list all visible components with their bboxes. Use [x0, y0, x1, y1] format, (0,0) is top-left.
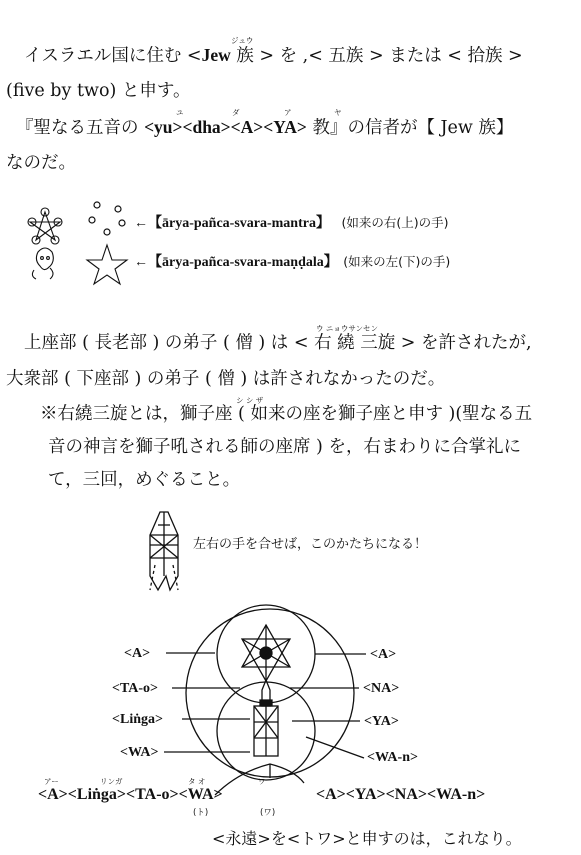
mandala-right-label-1: <A> [370, 647, 397, 662]
seq1-a: <A> [38, 786, 68, 803]
mantra-line2 [134, 251, 450, 271]
ruby-dha: ダ [232, 108, 240, 117]
mantra-line1 [134, 212, 449, 232]
para3-note3: て，三回，めぐること。 [48, 470, 241, 490]
para2-line1-b: 教』の信者が【 Jew 族】 [306, 118, 514, 138]
para1-line2: (five by two) と申す。 [6, 81, 191, 101]
ruby-wa: ワ [258, 777, 266, 786]
ruby-yu: ユ [176, 108, 184, 117]
para3-note2: 音の神言を獅子吼される師の座席 ) を，右まわりに合掌礼に [48, 437, 521, 457]
mandala-right-label-4: <WA-n> [367, 750, 418, 765]
para2-yu: <yu> [144, 117, 183, 137]
ruby-right-turn: ウ ニョウサンセン [316, 324, 379, 333]
mantra-label-2: ←【ārya-pañca-svara-maṇḍala】 [134, 255, 338, 270]
pentagram-figure-icon [28, 208, 62, 279]
ruby-a-long: アー [44, 777, 59, 786]
bottom-last-line: <永遠>を<トワ>と申すのは，これなり。 [212, 829, 522, 848]
seq1-tao: <TA-o> [126, 786, 179, 803]
mandala-right-label-2: <NA> [363, 681, 400, 696]
para1-line1-b: 族 > を ,< 五族 > または < 拾族 > [230, 46, 523, 66]
mandala-left-label-4: <WA> [120, 745, 159, 760]
mantra-note-1: (如来の右(上)の手) [341, 215, 449, 230]
ruby-shishiza: シ シ ザ [236, 396, 264, 405]
para2-ya: <YA> [263, 117, 307, 137]
bottom-sequence-2: <A><YA><NA><WA-n> [316, 786, 486, 803]
mandala-left-label-2: <TA-o> [112, 681, 159, 696]
mandala-left-label-3: <Liṅga> [112, 712, 163, 727]
bottom-sequence-1 [38, 787, 223, 803]
ruby-tao: タ オ [188, 777, 206, 786]
para3-note1: ※右繞三旋とは，獅子座 ( 如来の座を獅子座と申す )(聖なる五 [40, 404, 533, 424]
para1-jew: Jew [201, 45, 231, 65]
para2-line2: なのだ。 [6, 153, 76, 173]
mandala-diagram [164, 605, 366, 795]
para2-a: <A> [230, 117, 264, 137]
ruby-linga: リンガ [100, 777, 123, 786]
seq1-wa: <WA> [178, 786, 223, 803]
mantra-label-1: ←【ārya-pañca-svara-mantra】 [134, 216, 330, 231]
hands-caption: 左右の手を合せば，このかたちになる！ [193, 537, 428, 552]
small-star-icon [87, 245, 127, 284]
sub-to: (ト) [193, 808, 209, 818]
five-circles-icon [89, 202, 125, 235]
para3-line1: 上座部 ( 長老部 ) の弟子 ( 僧 ) は < 右 繞 三旋 > を許されたが, [24, 333, 532, 353]
para3-line2: 大衆部 ( 下座部 ) の弟子 ( 僧 ) は許されなかったのだ。 [6, 369, 446, 389]
ruby-ya: ヤ [334, 108, 342, 117]
ruby-jew: ジュウ [231, 36, 254, 45]
para1-line1-a: イスラエル国に住む < [24, 46, 202, 66]
para2-dha: <dha> [182, 117, 231, 137]
ruby-a: ア [284, 108, 292, 117]
mantra-note-2: (如来の左(下)の手) [343, 254, 451, 269]
joined-hands-icon [150, 512, 178, 590]
sub-wa: (ワ) [260, 808, 276, 818]
para2-line1-a: 『聖なる五音の [16, 118, 145, 138]
mandala-right-label-3: <YA> [364, 714, 399, 729]
mandala-left-label-1: <A> [124, 646, 151, 661]
seq1-linga: <Liṅga> [67, 786, 127, 803]
